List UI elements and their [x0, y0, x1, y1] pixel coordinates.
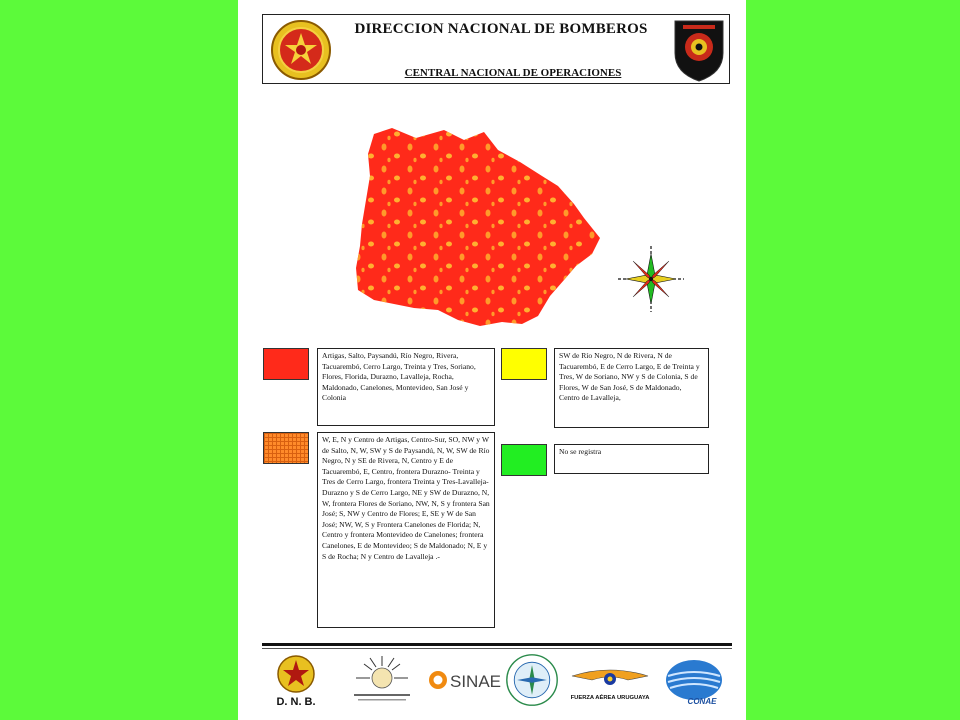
uruguay-risk-map [352, 120, 612, 340]
page-title: DIRECCION NACIONAL DE BOMBEROS [354, 21, 648, 37]
operaciones-shield-icon [671, 17, 727, 83]
fau-logo-text: FUERZA AÉREA URUGUAYA [570, 695, 650, 701]
republica-logo [342, 652, 422, 708]
dnb-logo [264, 652, 328, 708]
conae-logo [662, 652, 726, 708]
bulletin-page [238, 0, 746, 720]
meteorologia-logo [504, 652, 560, 708]
header-box [262, 14, 730, 84]
bomberos-emblem-icon [271, 19, 331, 81]
sinae-logo [426, 652, 502, 708]
sinae-logo-text: SINAE [450, 672, 502, 691]
legend-text-yellow: SW de Río Negro, N de Rivera, N de Tacuarembó, E de Cerro Largo, E de Treinta y Tres, W de Soriano, NW y S de Colonia, S de Flores, W de San José, S de Maldonado, Centro de Lavalleja, [554, 348, 709, 428]
footer-divider [262, 643, 732, 646]
legend-swatch-red [263, 348, 309, 380]
fau-logo [568, 652, 652, 708]
legend-text-orange: W, E, N y Centro de Artigas, Centro-Sur, SO, NW y W de Salto, N, W, SW y S de Paysandú, N, W, SW de Río Negro, N y SE de Rivera, N, Centro y E de Tacuarembó, E, Centro, frontera Durazno- Treinta y Tres de Cerro Largo, frontera Treinta y Tres-Lavalleja- Durazno y S de Cerro Largo, NE y SW de Durazno, N, W, frontera Flores de Soriano, NW, N, S y frontera San José; S, NW y Centro de Flores; E, SE y W de San José; NW, W, S y Frontera Canelones de Florida; N, Centro y frontera Montevideo de Canelones; frontera Canelones, E de Montevideo; S de Maldonado; N, E y S de Rocha; N y Centro de Lavalleja .- [317, 432, 495, 628]
conae-logo-text: CONAE [687, 697, 717, 706]
legend-swatch-green [501, 444, 547, 476]
legend-text-red: Artigas, Salto, Paysandú, Río Negro, Rivera, Tacuarembó, Cerro Largo, Treinta y Tres, Soriano, Flores, Florida, Durazno, Lavalleja, Rocha, Maldonado, Canelones, Montevideo, San José y Colonia [317, 348, 495, 426]
page-subtitle: CENTRAL NACIONAL DE OPERACIONES [404, 67, 622, 79]
footer-divider-thin [262, 648, 732, 649]
compass-rose-icon [616, 244, 686, 314]
dnb-logo-text: D. N. B. [276, 696, 316, 708]
legend-text-green: No se registra [554, 444, 709, 474]
legend-swatch-orange [263, 432, 309, 464]
legend-swatch-yellow [501, 348, 547, 380]
